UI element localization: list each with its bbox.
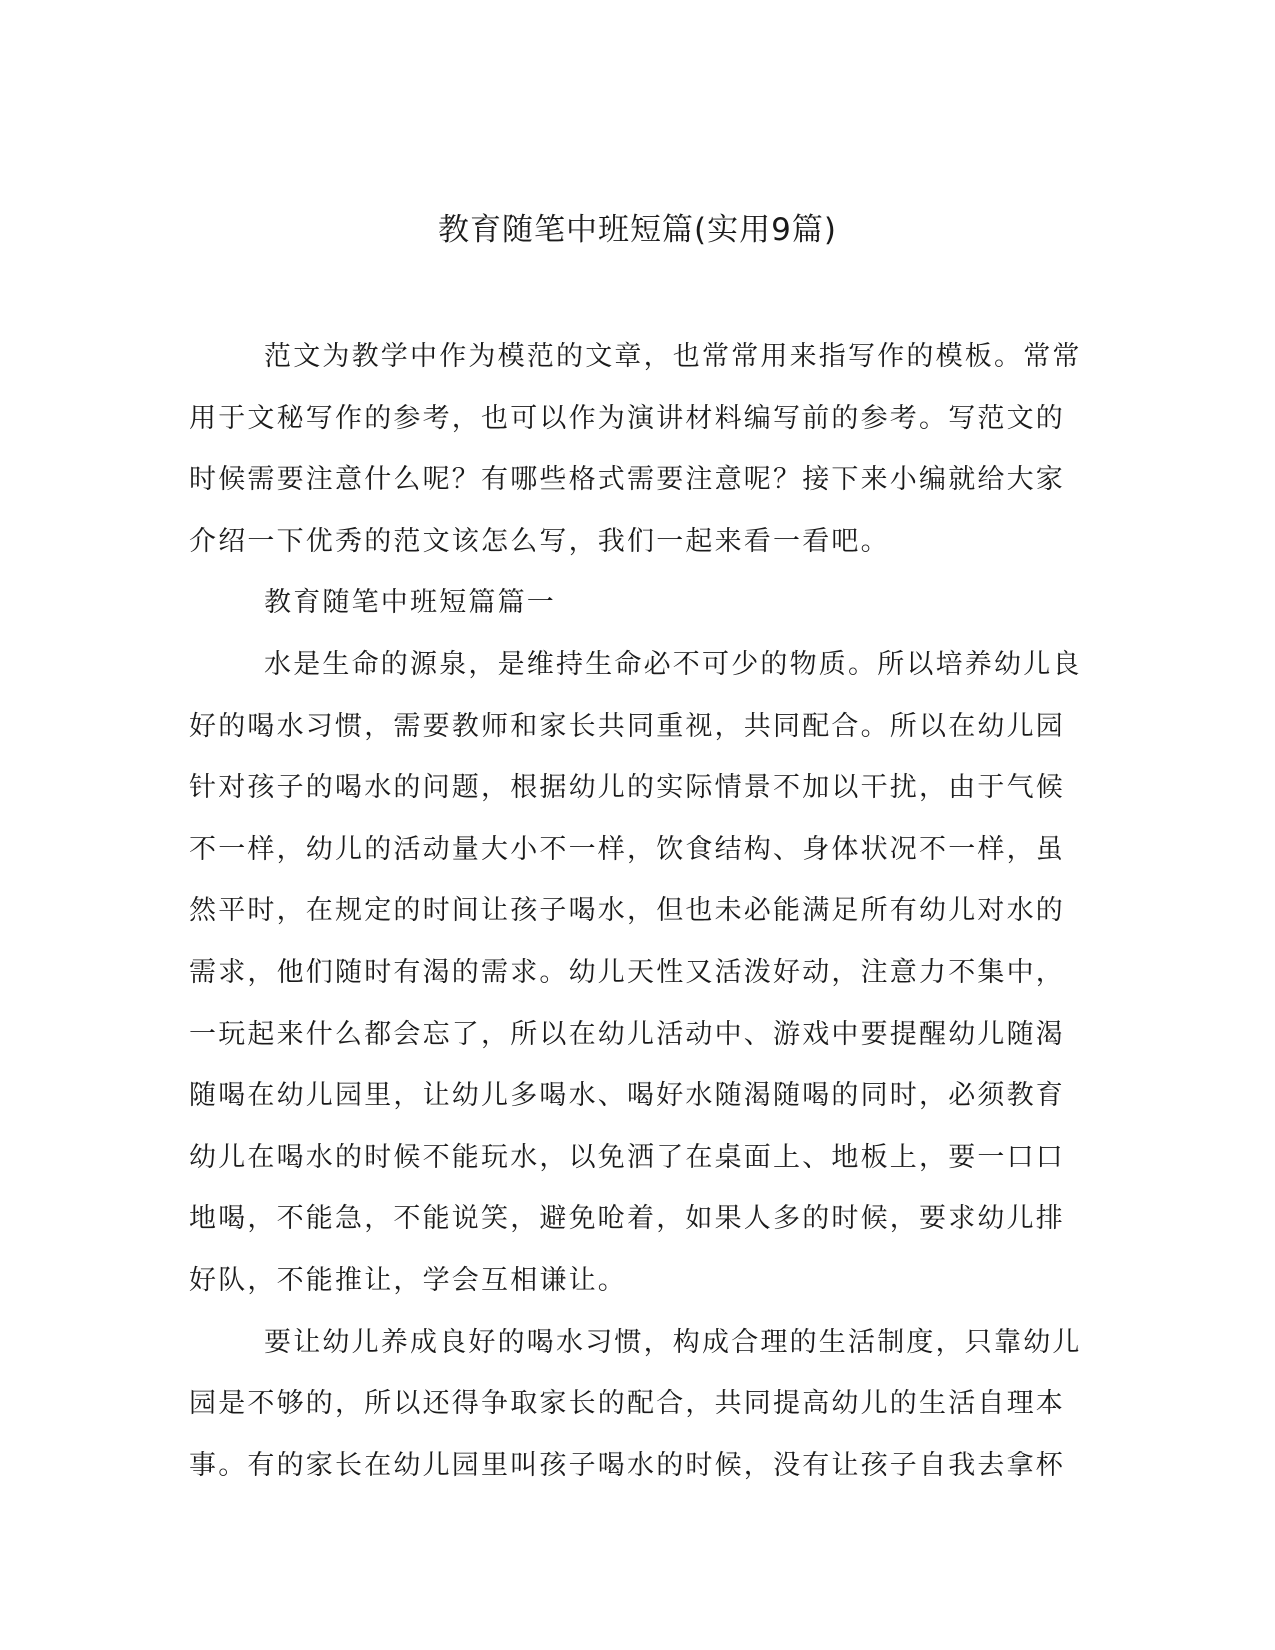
- text-line: 园是不够的，所以还得争取家长的配合，共同提高幼儿的生活自理本: [189, 1388, 1065, 1420]
- document-title: 教育随笔中班短篇(实用9篇): [438, 212, 837, 248]
- text-line: 幼儿在喝水的时候不能玩水，以免洒了在桌面上、地板上，要一口口: [189, 1141, 1065, 1173]
- text-line: 随喝在幼儿园里，让幼儿多喝水、喝好水随渴随喝的同时，必须教育: [189, 1080, 1065, 1112]
- text-line: 不一样，幼儿的活动量大小不一样，饮食结构、身体状况不一样，虽: [189, 833, 1065, 865]
- text-line: 事。有的家长在幼儿园里叫孩子喝水的时候，没有让孩子自我去拿杯: [189, 1449, 1065, 1481]
- text-line: 需求，他们随时有渴的需求。幼儿天性又活泼好动，注意力不集中，: [189, 956, 1065, 988]
- document-body: [189, 326, 1082, 1496]
- text-line: 时候需要注意什么呢？有哪些格式需要注意呢？接下来小编就给大家: [189, 464, 1065, 496]
- text-line: 地喝，不能急，不能说笑，避免呛着，如果人多的时候，要求幼儿排: [189, 1203, 1065, 1235]
- text-line: 然平时，在规定的时间让孩子喝水，但也未必能满足所有幼儿对水的: [189, 895, 1065, 927]
- text-line: 要让幼儿养成良好的喝水习惯，构成合理的生活制度，只靠幼儿: [264, 1326, 1082, 1358]
- text-line: 范文为教学中作为模范的文章，也常常用来指写作的模板。常常: [264, 341, 1082, 372]
- text-line: 水是生命的源泉，是维持生命必不可少的物质。所以培养幼儿良: [264, 648, 1082, 680]
- text-line: 好队，不能推让，学会互相谦让。: [189, 1264, 627, 1296]
- text-line: 针对孩子的喝水的问题，根据幼儿的实际情景不加以干扰，由于气候: [189, 772, 1065, 804]
- text-line: 教育随笔中班短篇篇一: [264, 587, 556, 619]
- text-line: 介绍一下优秀的范文该怎么写，我们一起来看一看吧。: [189, 525, 890, 557]
- text-line: 好的喝水习惯，需要教师和家长共同重视，共同配合。所以在幼儿园: [189, 710, 1065, 742]
- text-line: 用于文秘写作的参考，也可以作为演讲材料编写前的参考。写范文的: [189, 402, 1065, 434]
- text-line: 一玩起来什么都会忘了，所以在幼儿活动中、游戏中要提醒幼儿随渴: [189, 1018, 1065, 1050]
